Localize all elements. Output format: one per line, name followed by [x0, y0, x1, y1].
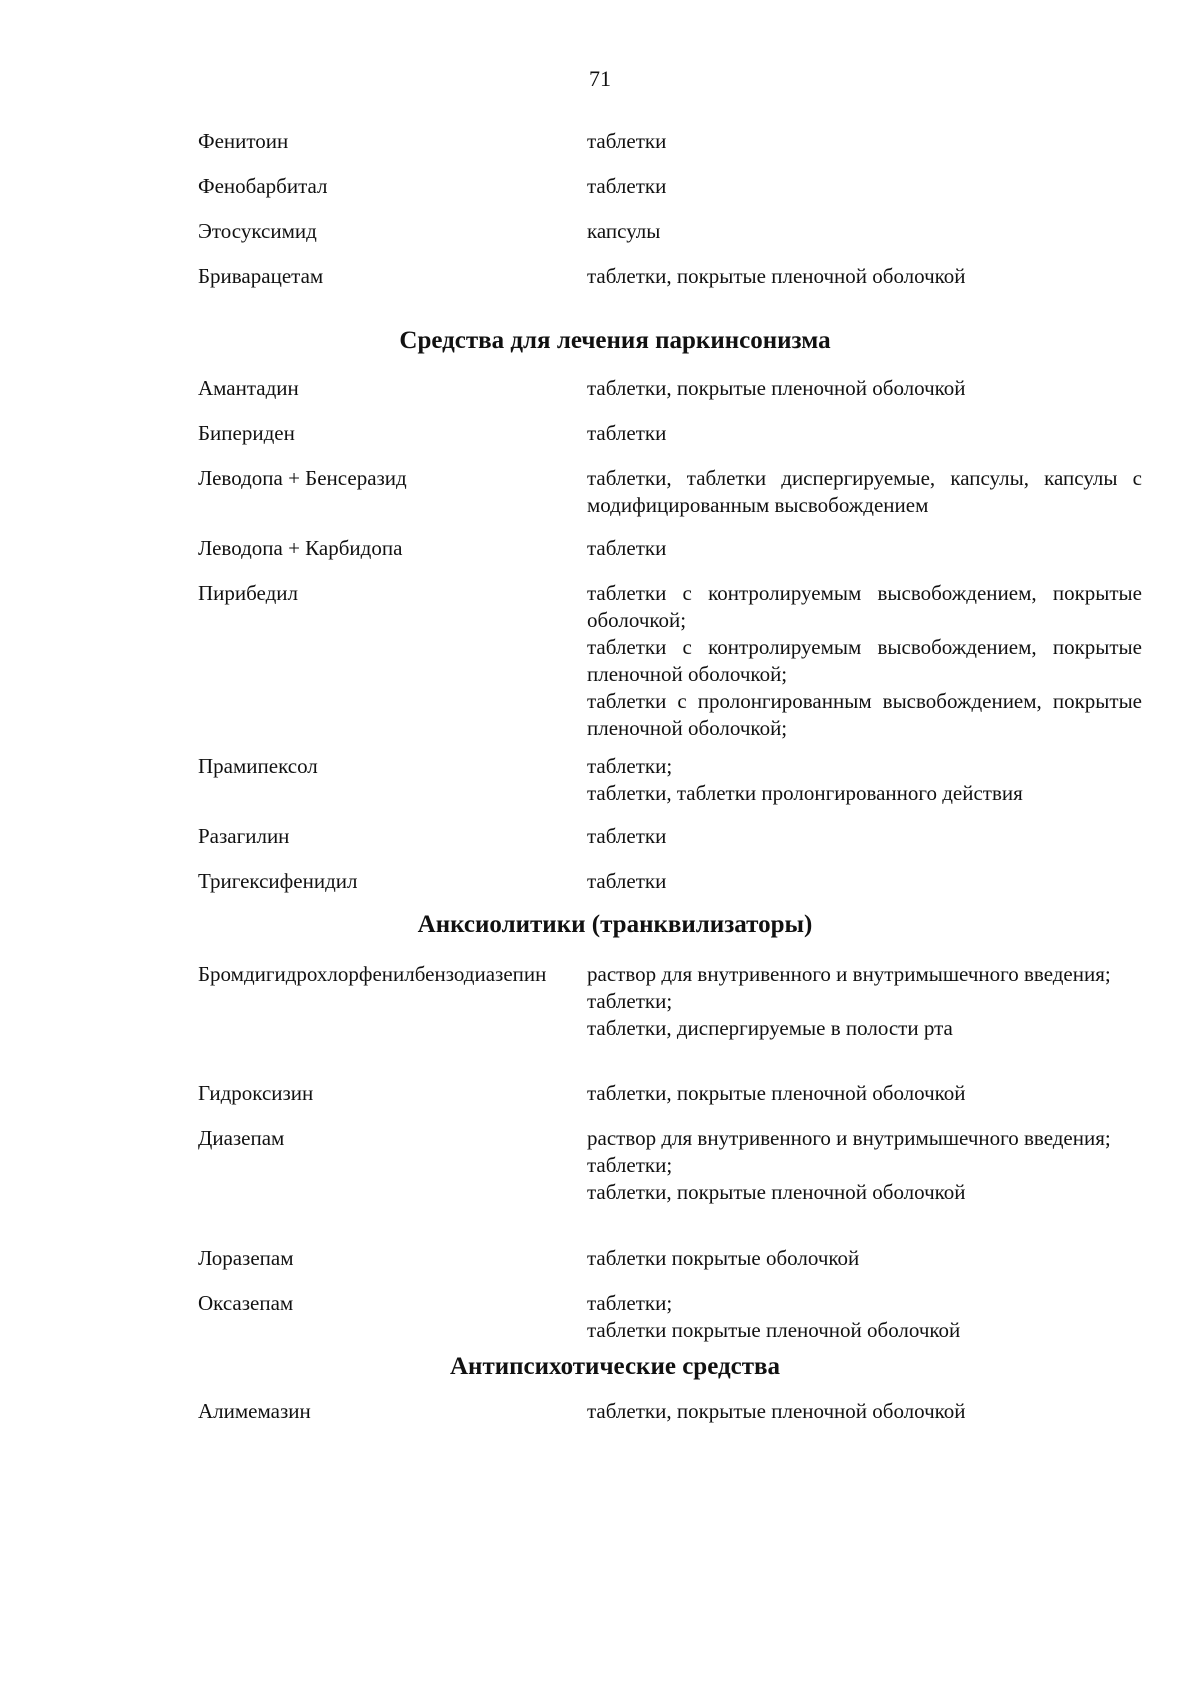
drug-form: таблетки	[587, 536, 667, 560]
drug-name: Этосуксимид	[198, 219, 317, 243]
drug-form: таблетки	[587, 174, 667, 198]
drug-name: Прамипексол	[198, 754, 318, 778]
drug-form: таблетки, покрытые пленочной оболочкой	[587, 1399, 966, 1423]
drug-name: Амантадин	[198, 376, 299, 400]
drug-form: таблетки с контролируемым высвобождением, покрытые оболочкой; таблетки с контролируемым высвобождением, покрытые пленочной оболочкой; таблетки с пролонгированным высвобождением, покрытые пленочной оболочкой;	[587, 581, 1142, 740]
section-heading: Антипсихотические средства	[450, 1353, 780, 1380]
drug-form: таблетки, покрытые пленочной оболочкой	[587, 376, 966, 400]
section-heading: Средства для лечения паркинсонизма	[399, 327, 831, 354]
drug-name: Бромдигидрохлорфенилбензодиазепин	[198, 962, 547, 986]
drug-form: таблетки	[587, 421, 667, 445]
drug-name: Тригексифенидил	[198, 869, 358, 893]
drug-form: таблетки	[587, 129, 667, 153]
drug-name: Оксазепам	[198, 1291, 294, 1315]
drug-name: Фенобарбитал	[198, 174, 328, 198]
drug-form: таблетки; таблетки, таблетки пролонгированного действия	[587, 754, 1023, 805]
drug-name: Бриварацетам	[198, 264, 324, 288]
drug-name: Пирибедил	[198, 581, 298, 605]
drug-form: капсулы	[587, 219, 661, 243]
page-number: 71	[589, 66, 611, 91]
drug-form: таблетки	[587, 824, 667, 848]
drug-name: Разагилин	[198, 824, 290, 848]
drug-name: Леводопа + Карбидопа	[198, 536, 403, 560]
drug-name: Диазепам	[198, 1126, 285, 1150]
drug-name: Гидроксизин	[198, 1081, 314, 1105]
drug-name: Алимемазин	[198, 1399, 311, 1423]
section-heading: Анксиолитики (транквилизаторы)	[417, 911, 813, 938]
drug-name: Лоразепам	[198, 1246, 294, 1270]
drug-name: Фенитоин	[198, 129, 289, 153]
drug-form: таблетки	[587, 869, 667, 893]
drug-name: Бипериден	[198, 421, 295, 445]
drug-form: таблетки покрытые оболочкой	[587, 1246, 860, 1270]
drug-form: таблетки, таблетки диспергируемые, капсулы, капсулы с модифицированным высвобождением	[587, 466, 1142, 517]
drug-form: раствор для внутривенного и внутримышечного введения; таблетки; таблетки, диспергируемые в полости рта	[587, 962, 1111, 1040]
drug-form: таблетки, покрытые пленочной оболочкой	[587, 1081, 966, 1105]
drug-form: таблетки; таблетки покрытые пленочной оболочкой	[587, 1291, 961, 1342]
drug-form: таблетки, покрытые пленочной оболочкой	[587, 264, 966, 288]
drug-name: Леводопа + Бенсеразид	[198, 466, 407, 490]
drug-form: раствор для внутривенного и внутримышечного введения; таблетки; таблетки, покрытые пленочной оболочкой	[587, 1126, 1111, 1204]
